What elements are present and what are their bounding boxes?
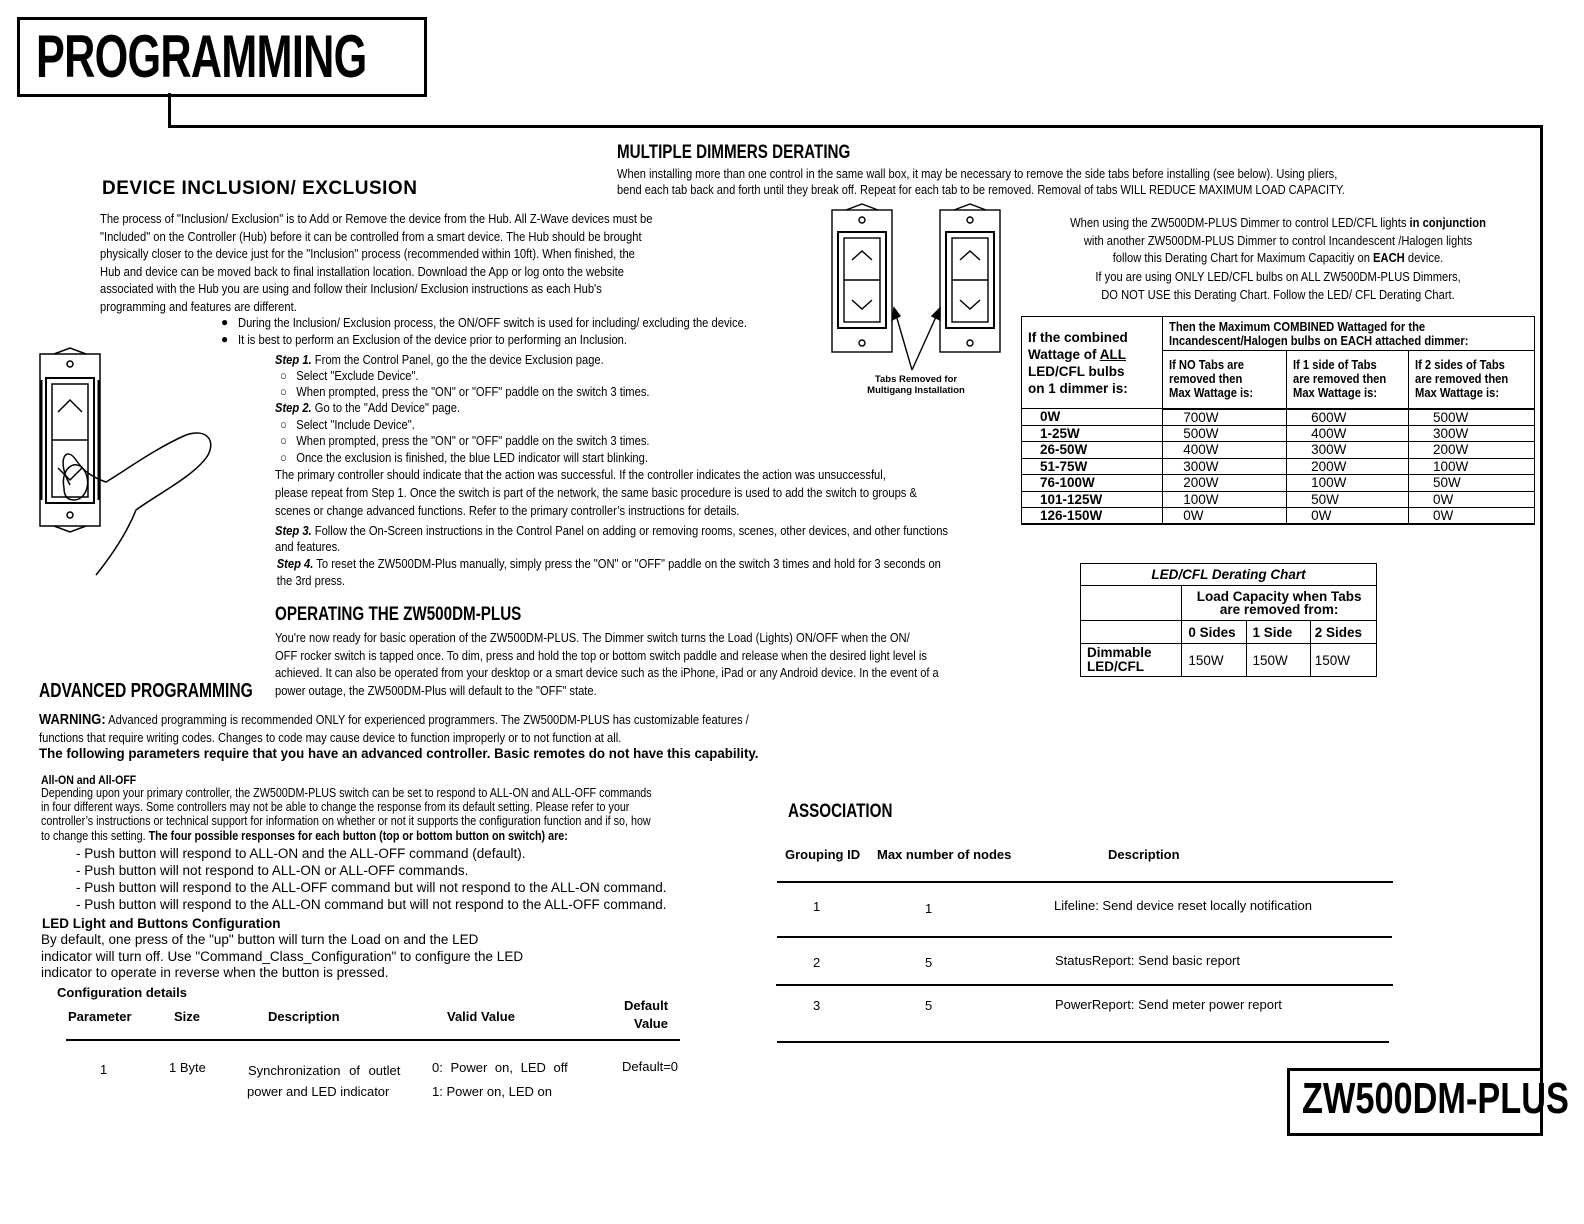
advanced-note: The following parameters require that you have an advanced controller. Basic remotes do not have this capability. [39, 746, 759, 761]
switch-hand-illustration [36, 350, 246, 580]
page-title: PROGRAMMING [36, 23, 367, 90]
paragraph-line: please repeat from Step 1. Once the switch is part of the network, the same basic procedure is used to add the switch to groups & [275, 485, 917, 500]
inclusion-paragraph [100, 210, 742, 315]
circle-bullet-icon: ○ [280, 416, 287, 432]
paragraph-line: scenes or change advanced functions. Refer to the primary controller’s instructions for details. [275, 503, 740, 518]
step-label: Step 4. [276, 556, 314, 571]
step-text: the 3rd press. [276, 573, 346, 588]
step-4 [275, 555, 948, 572]
header-line: LED/CFL bulbs [1028, 363, 1125, 379]
advanced-heading: ADVANCED PROGRAMMING [39, 680, 253, 702]
value-cell: 150W [1182, 644, 1246, 677]
multigang-switches-illustration [828, 208, 1008, 358]
list-item: - Push button will respond to the ALL-OFF command but will not respond to the ALL-ON command. [76, 880, 667, 895]
association-cell: StatusReport: Send basic report [1055, 953, 1240, 968]
header-line: are removed from: [1219, 602, 1339, 617]
step-2 [275, 399, 948, 416]
led-config-paragraph [41, 932, 523, 982]
step-text: From the Control Panel, go the the device Exclusion page. [311, 352, 604, 367]
bullet-text: It is best to perform an Exclusion of the device prior to performing an Inclusion. [238, 332, 628, 347]
col-header-cell [1409, 351, 1535, 409]
col-header: 2 Sides [1310, 621, 1376, 644]
step-text: Go to the "Add Device" page. [311, 400, 461, 415]
derating-notes [1010, 214, 1546, 303]
value-cell: 0W [1409, 508, 1535, 525]
paragraph-line: By default, one press of the "up" button will turn the Load on and the LED [41, 932, 479, 947]
row-label-cell: 126-150W [1022, 508, 1163, 525]
header-line: Incandescent/Halogen bulbs on EACH attached dimmer: [1169, 332, 1469, 348]
col-header: 0 Sides [1182, 621, 1246, 644]
sub-item [275, 367, 948, 384]
paragraph-line: physically closer to the device just for the "Inclusion" process (recommended within 10ft). When finished, the [100, 246, 635, 261]
tabs-caption [856, 374, 976, 396]
config-col-header [604, 997, 688, 1033]
paragraph-line: The process of "Inclusion/ Exclusion" is to Add or Remove the device from the Hub. All Z-Wave devices must be [100, 211, 653, 226]
config-cell: Default=0 [622, 1059, 679, 1074]
value-cell: 0W [1287, 508, 1409, 525]
config-col-header: Valid Value [447, 1009, 515, 1024]
config-cell: 1 [100, 1062, 108, 1077]
association-cell: 5 [925, 998, 933, 1013]
paragraph-line: When installing more than one control in the same wall box, it may be necessary to remove the side tabs before installing (see below). Using pliers, [617, 166, 1338, 181]
paragraph-emphasis: The four possible responses for each button (top or bottom button on switch) are: [148, 828, 568, 843]
frame-line [170, 125, 1542, 128]
note-text: follow this Derating Chart for Maximum Capacitiy on [1112, 250, 1374, 265]
value-cell: 300W [1163, 458, 1287, 475]
derating-table-body [1022, 409, 1535, 525]
header-line: If 2 sides of Tabs [1415, 357, 1505, 373]
sub-text: Select "Exclude Device". [296, 367, 419, 383]
note-text: When using the ZW500DM-PLUS Dimmer to control LED/CFL lights [1070, 215, 1410, 230]
table-row [1022, 425, 1535, 442]
bullet-text: During the Inclusion/ Exclusion process, the ON/OFF switch is used for including/ excluding the device. [238, 315, 747, 330]
association-cell: 1 [813, 899, 821, 914]
value-cell: 50W [1287, 491, 1409, 508]
row-label [1081, 644, 1182, 677]
warning-text: Advanced programming is recommended ONLY for experienced programmers. The ZW500DM-PLUS has customizable features / [105, 712, 749, 727]
caption-line: Multigang Installation [867, 385, 965, 396]
paragraph-line: controller’s instructions or technical support for information on whether or not it supports the configuration function and if so, how [41, 814, 651, 829]
header-line: Max Wattage is: [1169, 385, 1254, 401]
paragraph-line: power outage, the ZW500DM-Plus will default to the "OFF" state. [275, 682, 597, 698]
value-cell: 200W [1287, 458, 1409, 475]
operating-heading: OPERATING THE ZW500DM-PLUS [275, 604, 522, 625]
col-header-cell [1163, 351, 1287, 409]
bullet-dot: ● [221, 332, 229, 346]
bullet-dot: ● [221, 315, 229, 329]
cell-line: 0: Power on, LED off [432, 1060, 568, 1075]
sub-text: Once the exclusion is finished, the blue LED indicator will start blinking. [296, 450, 648, 465]
table-row [1022, 458, 1535, 475]
sub-item [275, 416, 948, 433]
config-col-header: Description [268, 1009, 340, 1024]
note-emphasis: EACH [1373, 250, 1405, 265]
value-cell: 600W [1287, 409, 1409, 426]
value-cell: 300W [1409, 425, 1535, 442]
association-col-header: Description [1108, 847, 1180, 862]
chart-title: LED/CFL Derating Chart [1081, 564, 1377, 586]
association-rule [777, 1041, 1389, 1043]
association-cell: 1 [925, 901, 933, 916]
table-row [1022, 491, 1535, 508]
note-line: DO NOT USE this Derating Chart. Follow the LED/ CFL Derating Chart. [1101, 286, 1455, 302]
association-rule [776, 984, 1393, 986]
association-rule [777, 881, 1393, 883]
derating-intro [617, 166, 1471, 198]
config-col-header: Size [174, 1009, 201, 1024]
paragraph-line: in four different ways. Some controllers may not be able to change the response from its default setting. Please refer to your [41, 800, 630, 815]
step-label: Step 3. [275, 523, 312, 538]
table-row [1022, 442, 1535, 459]
paragraph-line: associated with the Hub you are using and follow their Inclusion/ Exclusion instructions as each Hub's [100, 281, 602, 296]
row-label-cell: 0W [1022, 409, 1163, 426]
sub-text: Select "Include Device". [296, 416, 415, 432]
step-text: To reset the ZW500DM-Plus manually, simply press the "ON" or "OFF" paddle on the switch 3 times and hold for 3 seconds on [313, 556, 941, 571]
note-line: If you are using ONLY LED/CFL bulbs on ALL ZW500DM-PLUS Dimmers, [1095, 269, 1461, 284]
header-line: are removed then [1293, 371, 1387, 387]
operating-paragraph [275, 629, 1054, 699]
header-line: Max Wattage is: [1415, 385, 1500, 401]
header-text: Wattage of [1028, 346, 1100, 362]
col-header: 1 Side [1246, 621, 1310, 644]
header-line: removed then [1169, 371, 1243, 387]
led-cfl-chart [1080, 563, 1377, 677]
responses-list [76, 845, 667, 913]
association-rule [777, 936, 1392, 938]
list-item: - Push button will not respond to ALL-ON or ALL-OFF commands. [76, 863, 469, 878]
config-cell: 1 Byte [169, 1060, 206, 1075]
step-label: Step 2. [275, 400, 312, 415]
paragraph-line: The primary controller should indicate that the action was successful. If the controller indicates the action was unsuccessful, [275, 467, 886, 482]
circle-bullet-icon: ○ [280, 450, 287, 465]
header-line: Load Capacity when Tabs [1196, 589, 1362, 604]
value-cell: 100W [1287, 475, 1409, 492]
table-row [1022, 508, 1535, 525]
header-line: on 1 dimmer is: [1028, 380, 1128, 396]
paragraph-line: OFF rocker switch is tapped once. To dim, press and hold the top or bottom switch paddle and release when the desired light level is [275, 647, 927, 663]
paragraph-line: indicator to operate in reverse when the button is pressed. [41, 965, 389, 980]
value-cell: 400W [1287, 425, 1409, 442]
circle-bullet-icon: ○ [280, 384, 287, 399]
config-cell [247, 1060, 400, 1102]
value-cell: 700W [1163, 409, 1287, 426]
paragraph-line: "Included" on the Controller (Hub) before it can be controlled from a smart device. The Hub should be brought [100, 228, 642, 244]
association-cell: 5 [925, 955, 933, 970]
note-emphasis: in conjunction [1409, 215, 1486, 230]
cell-line: 1: Power on, LED on [432, 1084, 552, 1099]
label-line: LED/CFL [1087, 659, 1144, 674]
paragraph-line: Depending upon your primary controller, the ZW500DM-PLUS switch can be set to respond to ALL-ON and ALL-OFF commands [41, 786, 652, 800]
value-cell: 50W [1409, 475, 1535, 492]
header-line: If 1 side of Tabs [1293, 357, 1377, 373]
list-item: - Push button will respond to the ALL-ON command but will not respond to the ALL-OFF command. [76, 897, 667, 912]
note-line [1048, 214, 1509, 232]
value-cell: 500W [1409, 409, 1535, 426]
frame-line [168, 93, 171, 128]
list-item: - Push button will respond to ALL-ON and the ALL-OFF command (default). [76, 846, 526, 861]
row-label-cell: 51-75W [1022, 458, 1163, 475]
step-3 [275, 522, 948, 538]
association-col-header: Grouping ID [785, 847, 861, 862]
step-label: Step 1. [275, 352, 312, 367]
row-label-cell: 1-25W [1022, 425, 1163, 442]
allon-heading: All-ON and All-OFF [41, 773, 137, 787]
note-line [1048, 249, 1509, 268]
header-line: Default [623, 998, 669, 1013]
value-cell: 400W [1163, 442, 1287, 459]
table-row [1022, 475, 1535, 492]
warning-line [39, 711, 749, 729]
sub-text: When prompted, press the "ON" or "OFF" paddle on the switch 3 times. [296, 433, 650, 448]
capacity-header [1182, 586, 1377, 621]
value-cell: 200W [1409, 442, 1535, 459]
paragraph-line: programming and features are different. [100, 298, 297, 314]
header-line: If NO Tabs are [1169, 357, 1245, 373]
header-line: Value [634, 1016, 668, 1031]
value-cell: 0W [1409, 491, 1535, 508]
empty-cell [1081, 621, 1182, 644]
warning-label: WARNING: [39, 711, 106, 728]
left-header-cell [1022, 317, 1163, 409]
header-line: Then the Maximum COMBINED Wattaged for the [1169, 318, 1426, 334]
value-cell: 100W [1409, 458, 1535, 475]
value-cell: 0W [1163, 508, 1287, 525]
config-table-rule [66, 1039, 680, 1041]
association-cell: 2 [813, 955, 821, 970]
paragraph-text: to change this setting. [41, 828, 149, 843]
paragraph-line: Hub and device can be moved back to final installation location. Download the App or log onto the website [100, 263, 624, 279]
note-line: with another ZW500DM-PLUS Dimmer to control Incandescent /Halogen lights [1083, 232, 1473, 248]
circle-bullet-icon: ○ [280, 367, 287, 383]
table-row [1022, 409, 1535, 426]
paragraph-line [41, 829, 652, 843]
association-col-header: Max number of nodes [877, 847, 1012, 862]
cell-line: power and LED indicator [247, 1084, 390, 1099]
value-cell: 300W [1287, 442, 1409, 459]
circle-bullet-icon: ○ [280, 433, 287, 448]
empty-cell [1081, 586, 1182, 621]
sub-item [275, 449, 948, 466]
derating-table [1021, 316, 1535, 525]
association-heading: ASSOCIATION [788, 801, 893, 822]
paragraph-line: achieved. It can also be operated from your desktop or a smart device such as the iPhone, iPad or any Android device. In the event of a [275, 665, 939, 680]
label-line: Dimmable [1087, 645, 1152, 660]
sub-item [275, 383, 948, 399]
row-label-cell: 76-100W [1022, 475, 1163, 492]
caption-line: Tabs Removed for [874, 374, 958, 385]
sub-item [275, 432, 948, 449]
header-line: Max Wattage is: [1293, 385, 1378, 401]
paragraph-line: bend each tab back and forth until they break off. Repeat for each tab to be removed. Removal of tabs WILL REDUCE MAXIMUM LOAD CAPACITY. [617, 182, 1345, 197]
warning-line: functions that require writing codes. Changes to code may cause device to function improperly or to not function at all. [39, 730, 622, 745]
header-line: are removed then [1415, 371, 1509, 387]
config-heading: Configuration details [57, 985, 187, 1000]
note-text: device. [1404, 250, 1444, 265]
model-label: ZW500DM-PLUS [1302, 1074, 1569, 1123]
row-label-cell: 101-125W [1022, 491, 1163, 508]
paragraph-line: You're now ready for basic operation of the ZW500DM-PLUS. The Dimmer switch turns the Load (Lights) ON/OFF when the ON/ [275, 630, 910, 645]
inclusion-heading: DEVICE INCLUSION/ EXCLUSION [102, 178, 418, 199]
sub-text: When prompted, press the "ON" or "OFF" paddle on the switch 3 times. [296, 384, 650, 399]
config-col-header: Parameter [68, 1009, 132, 1024]
paragraph-line: indicator will turn off. Use "Command_Class_Configuration" to configure the LED [41, 948, 524, 964]
header-line: If the combined [1028, 329, 1128, 345]
association-cell: PowerReport: Send meter power report [1055, 997, 1282, 1012]
value-cell: 150W [1246, 644, 1310, 677]
row-label-cell: 26-50W [1022, 442, 1163, 459]
derating-heading: MULTIPLE DIMMERS DERATING [617, 142, 851, 163]
col-header-cell [1287, 351, 1409, 409]
led-config-heading: LED Light and Buttons Configuration [42, 916, 281, 931]
step-text: and features. [275, 539, 341, 554]
header-emphasis: ALL [1099, 346, 1126, 362]
allon-paragraph [41, 786, 751, 843]
value-cell: 500W [1163, 425, 1287, 442]
cell-line: Synchronization of outlet [248, 1063, 401, 1078]
value-cell: 200W [1163, 475, 1287, 492]
value-cell: 100W [1163, 491, 1287, 508]
association-cell: Lifeline: Send device reset locally notification [1054, 898, 1312, 913]
config-cell [432, 1056, 568, 1104]
top-header-cell [1163, 317, 1535, 351]
association-cell: 3 [813, 998, 821, 1013]
header-line [1028, 346, 1162, 363]
value-cell: 150W [1310, 644, 1376, 677]
step-text: Follow the On-Screen instructions in the Control Panel on adding or removing rooms, scenes, other devices, and other functions [311, 523, 949, 538]
